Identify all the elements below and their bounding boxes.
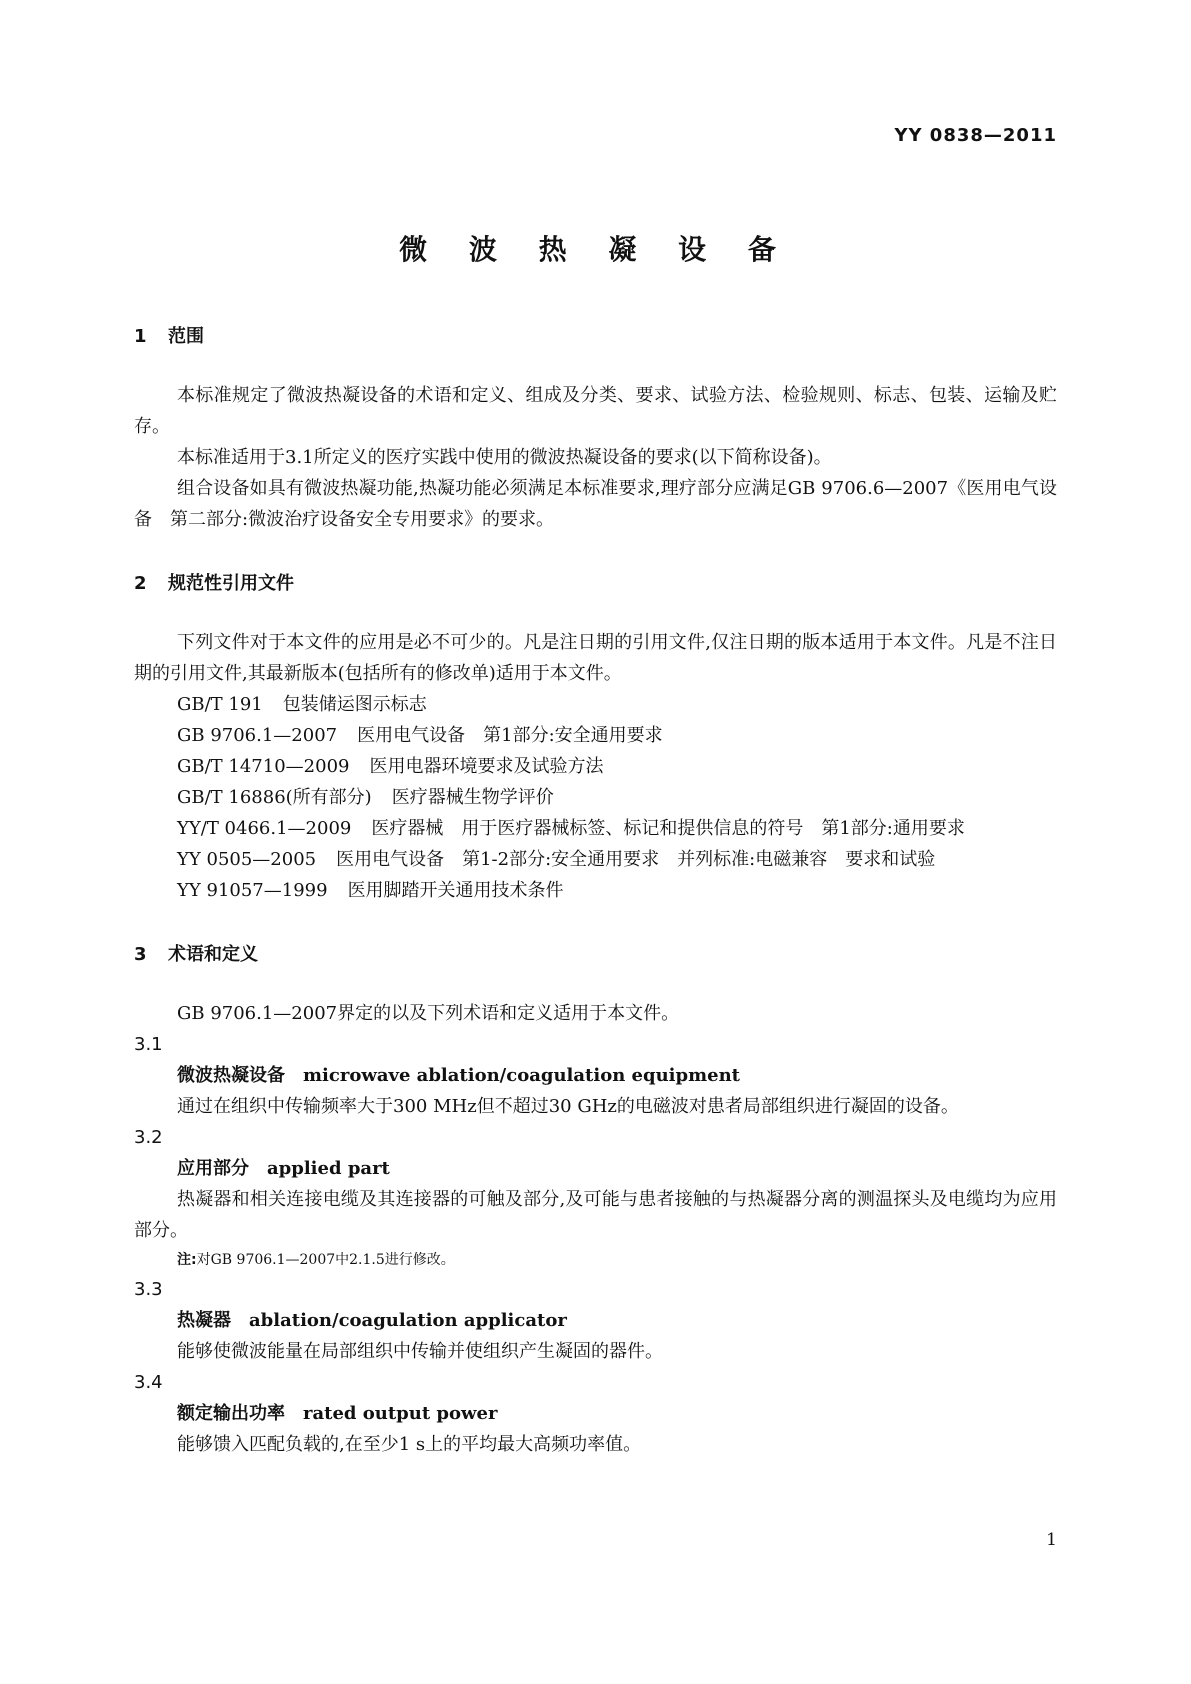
reference-code: GB/T 14710—2009 <box>177 756 350 777</box>
clause-number: 3.4 <box>134 1372 163 1393</box>
reference-title: 医用电气设备 第1部分:安全通用要求 <box>357 725 663 746</box>
section-heading-scope <box>134 322 1057 352</box>
reference-title: 医用电气设备 第1-2部分:安全通用要求 并列标准:电磁兼容 要求和试验 <box>336 849 936 870</box>
reference-code: YY 0505—2005 <box>177 849 317 870</box>
term-definition: 能够使微波能量在局部组织中传输并使组织产生凝固的器件。 <box>177 1341 663 1362</box>
reference-item <box>134 782 1057 813</box>
section-title: 范围 <box>168 326 204 347</box>
reference-item <box>134 813 1057 844</box>
reference-title: 医用电器环境要求及试验方法 <box>369 756 604 777</box>
reference-item <box>134 844 1057 875</box>
section-title: 规范性引用文件 <box>168 573 294 594</box>
term-chinese: 微波热凝设备 <box>177 1065 285 1086</box>
term-entry <box>134 1305 1057 1336</box>
term-definition: 热凝器和相关连接电缆及其连接器的可触及部分,及可能与患者接触的与热凝器分离的测温探头及电缆均为应用部分。 <box>134 1189 1057 1241</box>
paragraph: 本标准适用于3.1所定义的医疗实践中使用的微波热凝设备的要求(以下简称设备)。 <box>177 447 832 468</box>
standard-code: YY 0838—2011 <box>894 125 1057 146</box>
document-body <box>134 322 1057 1460</box>
page-number: 1 <box>1046 1530 1057 1550</box>
reference-code: GB/T 16886(所有部分) <box>177 787 372 808</box>
term-entry <box>134 1398 1057 1429</box>
section-number: 1 <box>134 326 147 347</box>
section-heading-terms <box>134 940 1057 970</box>
reference-title: 医用脚踏开关通用技术条件 <box>347 880 564 901</box>
section-number: 3 <box>134 944 147 965</box>
note <box>134 1246 1057 1274</box>
reference-item <box>134 720 1057 751</box>
term-chinese: 额定输出功率 <box>177 1403 285 1424</box>
reference-code: GB 9706.1—2007 <box>177 725 338 746</box>
note-label: 注: <box>177 1252 197 1268</box>
section-heading-normative-references <box>134 569 1057 599</box>
paragraph: 组合设备如具有微波热凝功能,热凝功能必须满足本标准要求,理疗部分应满足GB 9706.6—2007《医用电气设备 第二部分:微波治疗设备安全专用要求》的要求。 <box>134 478 1057 530</box>
reference-title: 医疗器械 用于医疗器械标签、标记和提供信息的符号 第1部分:通用要求 <box>371 818 965 839</box>
term-entry <box>134 1060 1057 1091</box>
reference-title: 医疗器械生物学评价 <box>391 787 554 808</box>
reference-code: GB/T 191 <box>177 694 263 715</box>
note-text: 对GB 9706.1—2007中2.1.5进行修改。 <box>196 1252 455 1268</box>
term-english: applied part <box>267 1158 390 1179</box>
term-definition: 通过在组织中传输频率大于300 MHz但不超过30 GHz的电磁波对患者局部组织进行凝固的设备。 <box>177 1096 959 1117</box>
clause-number: 3.2 <box>134 1127 163 1148</box>
reference-item <box>134 875 1057 906</box>
reference-code: YY/T 0466.1—2009 <box>177 818 352 839</box>
term-definition: 能够馈入匹配负载的,在至少1 s上的平均最大高频功率值。 <box>177 1434 642 1455</box>
reference-code: YY 91057—1999 <box>177 880 328 901</box>
paragraph: GB 9706.1—2007界定的以及下列术语和定义适用于本文件。 <box>177 1003 680 1024</box>
term-english: rated output power <box>303 1403 498 1424</box>
reference-item <box>134 689 1057 720</box>
term-english: microwave ablation/coagulation equipment <box>303 1065 741 1086</box>
term-chinese: 应用部分 <box>177 1158 249 1179</box>
paragraph: 下列文件对于本文件的应用是必不可少的。凡是注日期的引用文件,仅注日期的版本适用于本文件。凡是不注日期的引用文件,其最新版本(包括所有的修改单)适用于本文件。 <box>134 632 1057 684</box>
reference-item <box>134 751 1057 782</box>
term-entry <box>134 1153 1057 1184</box>
paragraph: 本标准规定了微波热凝设备的术语和定义、组成及分类、要求、试验方法、检验规则、标志、包装、运输及贮存。 <box>134 385 1057 437</box>
clause-number: 3.3 <box>134 1279 163 1300</box>
section-number: 2 <box>134 573 147 594</box>
section-title: 术语和定义 <box>168 944 258 965</box>
term-chinese: 热凝器 <box>177 1310 231 1331</box>
page-title: 微 波 热 凝 设 备 <box>399 233 792 266</box>
clause-number: 3.1 <box>134 1034 163 1055</box>
reference-title: 包装储运图示标志 <box>282 694 427 715</box>
term-english: ablation/coagulation applicator <box>249 1310 567 1331</box>
